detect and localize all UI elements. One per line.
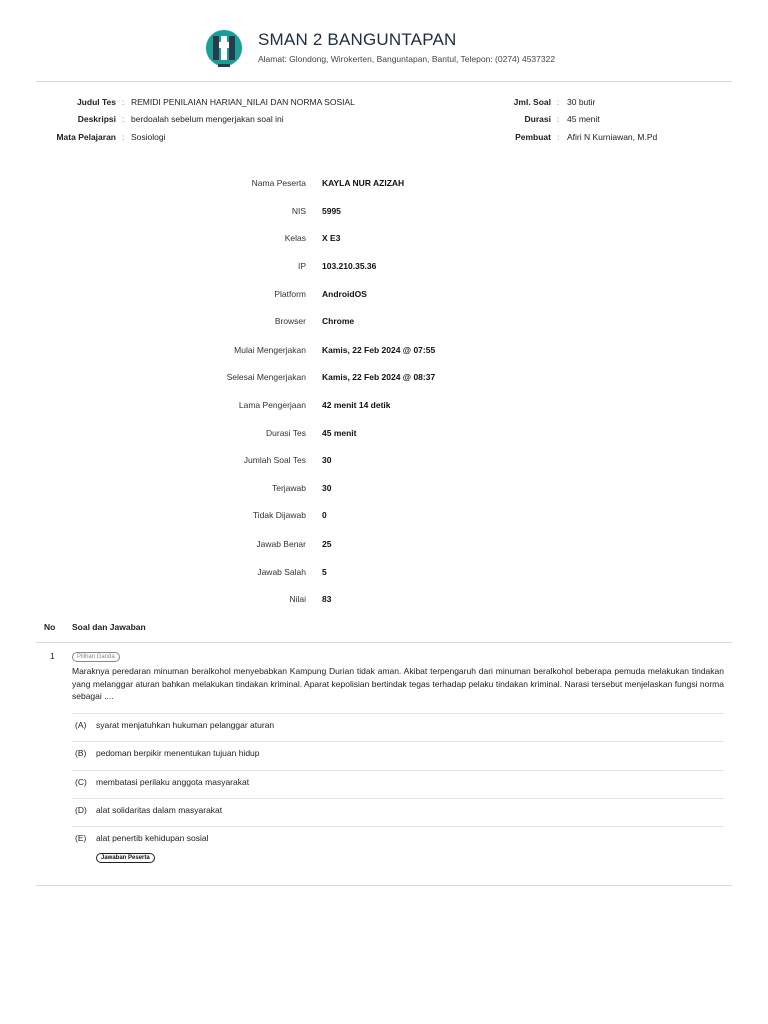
- meta-label: Jml. Soal: [513, 97, 551, 107]
- option-letter: (E): [75, 833, 87, 843]
- question-type-badge: Pilihan Ganda: [72, 652, 120, 662]
- info-value: 5: [322, 567, 327, 577]
- info-label: Nilai: [289, 594, 306, 604]
- meta-label: Durasi: [524, 114, 551, 124]
- info-label: NIS: [291, 206, 306, 216]
- option-letter: (A): [75, 720, 87, 730]
- info-label: Tidak Dijawab: [252, 510, 306, 520]
- meta-value: berdoalah sebelum mengerjakan soal ini: [131, 114, 284, 124]
- answer-option: [72, 798, 724, 827]
- option-text: membatasi perilaku anggota masyarakat: [96, 777, 250, 787]
- info-label: Lama Pengerjaan: [238, 400, 306, 410]
- info-label: Durasi Tes: [266, 428, 306, 438]
- info-value: 103.210.35.36: [322, 261, 377, 271]
- info-label: Selesai Mengerjakan: [226, 372, 306, 382]
- meta-colon: :: [557, 97, 560, 107]
- info-label: Kelas: [284, 233, 306, 243]
- meta-colon: :: [122, 97, 125, 107]
- meta-label: Judul Tes: [76, 97, 116, 107]
- school-logo-icon: [204, 28, 244, 68]
- option-text: alat penertib kehidupan sosial: [96, 833, 209, 843]
- info-value: KAYLA NUR AZIZAH: [322, 178, 405, 188]
- meta-value: REMIDI PENILAIAN HARIAN_NILAI DAN NORMA SOSIAL: [131, 97, 355, 107]
- participant-answer-badge: Jawaban Peserta: [96, 853, 155, 863]
- table-header-divider: [36, 642, 732, 643]
- header-divider: [36, 81, 732, 82]
- column-header-no: No: [44, 622, 56, 632]
- info-label: Browser: [274, 316, 306, 326]
- meta-value: 45 menit: [567, 114, 600, 124]
- info-value: X E3: [322, 233, 341, 243]
- option-text: syarat menjatuhkan hukuman pelanggar aturan: [96, 720, 275, 730]
- question-number: 1: [50, 651, 55, 661]
- school-header: [0, 0, 768, 82]
- info-label: Mulai Mengerjakan: [234, 345, 306, 355]
- info-label: Nama Peserta: [251, 178, 306, 188]
- meta-value: Sosiologi: [131, 132, 166, 142]
- info-value: 5995: [322, 206, 341, 216]
- question-text: Maraknya peredaran minuman beralkohol menyebabkan Kampung Durian tidak aman. Akibat terpengaruh dari minuman beralkohol beberapa pemuda melakukan tindakan yang melanggar aturan bahkan melakukan tindakan kriminal. Aparat kepolisian bertindak tegas terhadap pelaku tindakan kriminal. Narasi tersebut menjelaskan fungsi norma sebagai ....: [72, 666, 724, 702]
- info-label: Platform: [274, 289, 306, 299]
- question-divider: [36, 885, 732, 886]
- answer-option: [72, 713, 724, 742]
- info-value: 83: [322, 594, 332, 604]
- meta-value: 30 butir: [567, 97, 596, 107]
- info-label: Jumlah Soal Tes: [243, 455, 306, 465]
- school-address: Alamat: Glondong, Wirokerten, Banguntapan, Bantul, Telepon: (0274) 4537322: [258, 54, 556, 64]
- info-value: 42 menit 14 detik: [322, 400, 391, 410]
- meta-colon: :: [557, 132, 560, 142]
- answer-option: [72, 741, 724, 770]
- option-letter: (C): [75, 777, 87, 787]
- info-value: 0: [322, 510, 327, 520]
- meta-colon: :: [557, 114, 560, 124]
- meta-colon: :: [122, 114, 125, 124]
- option-text: pedoman berpikir menentukan tujuan hidup: [96, 748, 260, 758]
- meta-label: Pembuat: [515, 132, 551, 142]
- info-value: Kamis, 22 Feb 2024 @ 08:37: [322, 372, 436, 382]
- answer-option: [72, 770, 724, 799]
- school-name: SMAN 2 BANGUNTAPAN: [258, 30, 457, 49]
- option-text: alat solidaritas dalam masyarakat: [96, 805, 223, 815]
- meta-label: Deskripsi: [77, 114, 116, 124]
- info-value: 45 menit: [322, 428, 357, 438]
- info-value: AndroidOS: [322, 289, 367, 299]
- answer-option: [72, 826, 724, 855]
- option-letter: (D): [75, 805, 87, 815]
- column-header-question: Soal dan Jawaban: [72, 622, 146, 632]
- info-value: Chrome: [322, 316, 355, 326]
- info-value: 30: [322, 483, 332, 493]
- info-label: Jawab Salah: [257, 567, 306, 577]
- info-value: Kamis, 22 Feb 2024 @ 07:55: [322, 345, 436, 355]
- meta-label: Mata Pelajaran: [56, 132, 116, 142]
- info-value: 25: [322, 539, 332, 549]
- info-label: IP: [297, 261, 306, 271]
- info-value: 30: [322, 455, 332, 465]
- meta-value: Afiri N Kurniawan, M.Pd: [567, 132, 658, 142]
- meta-colon: :: [122, 132, 125, 142]
- option-letter: (B): [75, 748, 87, 758]
- info-label: Terjawab: [271, 483, 306, 493]
- info-label: Jawab Benar: [256, 539, 306, 549]
